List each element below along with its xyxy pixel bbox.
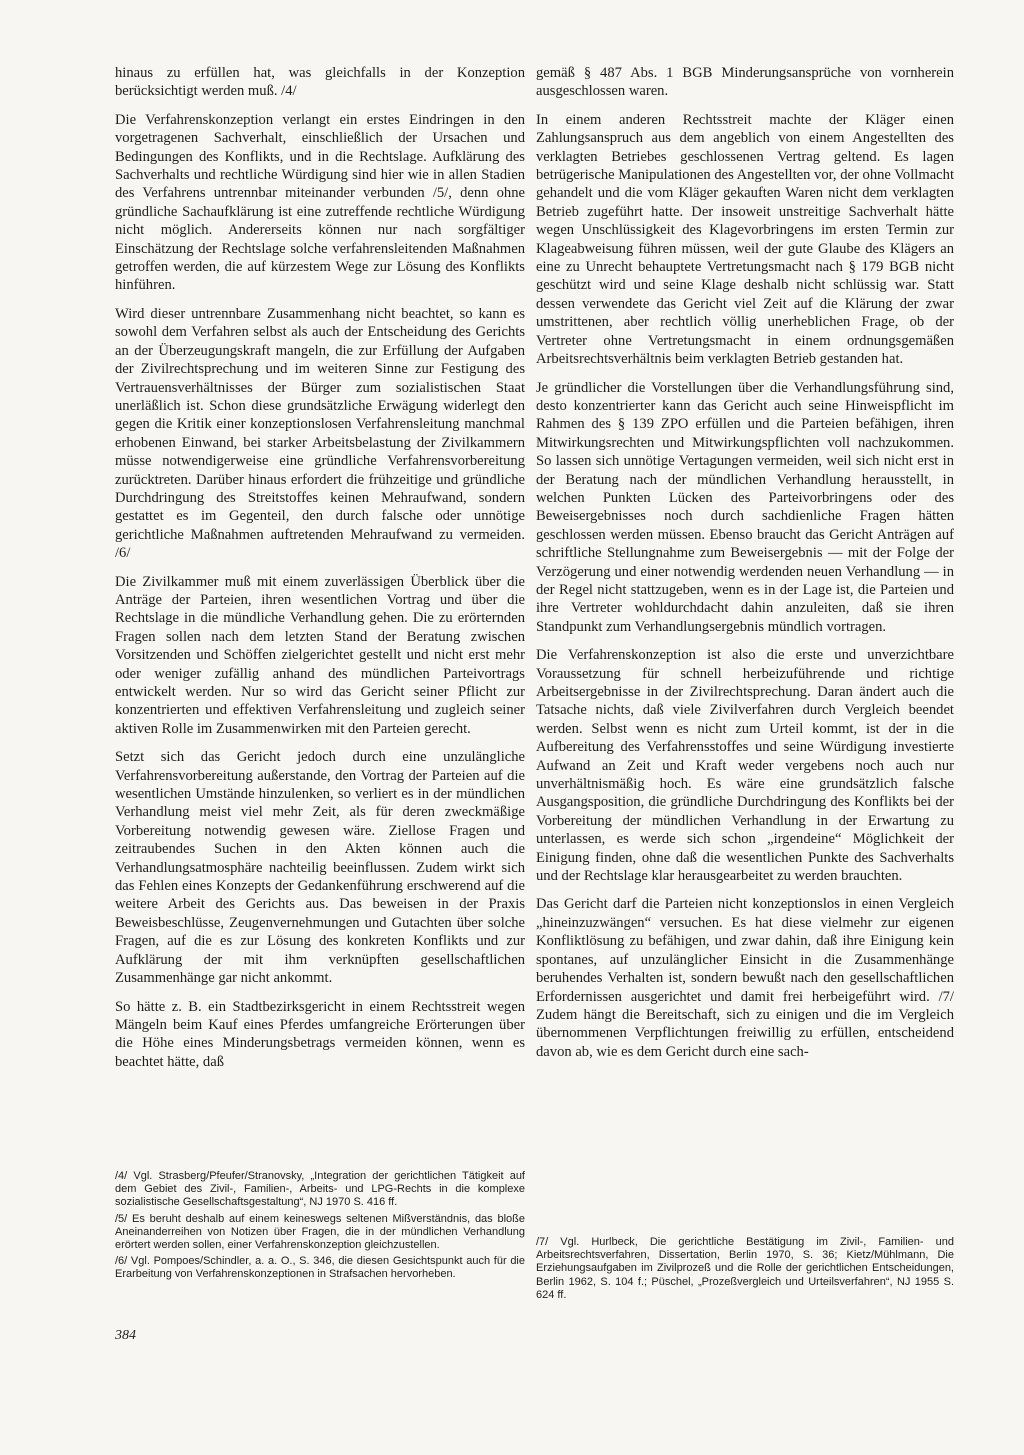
paragraph: Die Verfahrenskonzeption verlangt ein erstes Eindringen in den vorgetragenen Sachverhalt, einschließlich der Ursachen und Bedingungen des Konflikts, und in die Rechtslage. Aufklärung des Sachverhalts und rechtliche Würdigung sind hier wie in allen Stadien des Verfahrens untrennbar miteinander verbunden /5/, denn ohne gründliche Sachaufklärung ist eine zutreffende rechtliche Würdigung nicht möglich. Andererseits können nur nach sorgfältiger Einschätzung der Rechtslage solche verfahrensleitenden Maßnahmen getroffen werden, die auf kürzestem Wege zur Lösung des Konflikts hinführen. [115, 111, 525, 294]
right-column [536, 64, 954, 1071]
paragraph: In einem anderen Rechtsstreit machte der Kläger einen Zahlungsanspruch aus dem angeblich von einem Angestellten des verklagten Betriebes geschlossenen Vertrag geltend. Es lagen betrügerische Manipulationen des Angestellten vor, der ohne Vollmacht gehandelt und die vom Kläger gekauften Waren nicht dem verklagten Betrieb zugeführt hatte. Der insoweit unstreitige Sachverhalt hätte wegen Unschlüssigkeit des Klagevorbringens im ersten Termin zur Klageabweisung führen müssen, weil der gute Glaube des Klägers an eine zu Unrecht behauptete Vertretungsmacht nach § 179 BGB nicht geschützt wird und seine Klage deshalb nicht schlüssig war. Statt dessen verwendete das Gericht viel Zeit auf die Klärung der zwar umstrittenen, aber rechtlich völlig unerheblichen Frage, ob der Vertreter ohne Vertretungsmacht in einem ordnungsgemäßen Arbeitsrechtsverhältnis beim verklagten Betrieb gestanden hat. [536, 111, 954, 368]
footnote: /6/ Vgl. Pompoes/Schindler, a. a. O., S. 346, die diesen Gesichtspunkt auch für die Erarbeitung von Verfahrenskonzeptionen in Strafsachen hervorheben. [115, 1255, 525, 1281]
left-column [115, 64, 525, 1081]
paragraph: Die Verfahrenskonzeption ist also die erste und unverzichtbare Voraussetzung für schnell herbeizuführende und richtige Arbeitsergebnisse in der Zivilrechtsprechung. Daran ändert auch die Tatsache nichts, daß viele Zivilverfahren durch Vergleich beendet werden. Selbst wenn es nicht zum Urteil kommt, ist der in die Aufbereitung des Verfahrensstoffes und seine Würdigung investierte Aufwand an Zeit und Kraft weder vergebens noch auch nur unverhältnismäßig hoch. Es wäre eine grundsätzlich falsche Ausgangsposition, die gründliche Durchdringung des Konflikts bei der Vorbereitung der mündlichen Verhandlung in der Erwartung zu unterlassen, es werde sich schon „irgendeine“ Möglichkeit der Einigung finden, ohne daß die wesentlichen Punkte des Sachverhalts und der Rechtslage klar herausgearbeitet zu werden brauchten. [536, 647, 954, 885]
paragraph: hinaus zu erfüllen hat, was gleichfalls in der Konzeption berücksichtigt werden muß. /4/ [115, 65, 525, 100]
paragraph: gemäß § 487 Abs. 1 BGB Minderungsansprüche von vornherein ausgeschlossen waren. [536, 65, 954, 100]
paragraph: Setzt sich das Gericht jedoch durch eine unzulängliche Verfahrensvorbereitung außerstande, den Vortrag der Parteien auf die wesentlichen Umstände hinzulenken, so verliert es in der mündlichen Verhandlung meist viel mehr Zeit, als für deren zweckmäßige Vorbereitung notwendig gewesen wäre. Ziellose Fragen und zeitraubendes Suchen in den Akten können auch die Verhandlungsatmosphäre nachteilig beeinflussen. Zudem wirkt sich das Fehlen eines Konzepts der Gedankenführung erschwerend auf die weitere Arbeit des Gerichts aus. Das beweisen in der Praxis Beweisbeschlüsse, Zeugenvernehmungen und Gutachten über solche Fragen, auf die es zur Lösung des konkreten Konflikts und zur Aufklärung der mit ihm verknüpften gesellschaftlichen Zusammenhänge gar nicht ankommt. [115, 749, 525, 987]
paragraph: So hätte z. B. ein Stadtbezirksgericht in einem Rechtsstreit wegen Mängeln beim Kauf eines Pferdes umfangreiche Erörterungen über die Höhe eines Minderungsbetrags vermeiden können, wenn es beachtet hätte, daß [115, 998, 525, 1070]
footnote: /4/ Vgl. Strasberg/Pfeufer/Stranovsky, „Integration der gerichtlichen Tätigkeit auf dem Gebiet des Zivil-, Familien-, Arbeits- und LPG-Rechts in die komplexe sozialistische Gesellschaftsgestaltung“, NJ 1970 S. 416 ff. [115, 1170, 525, 1209]
footnote: /7/ Vgl. Hurlbeck, Die gerichtliche Bestätigung im Zivil-, Familien- und Arbeitsrechtsverfahren, Dissertation, Berlin 1970, S. 36; Kietz/Mühlmann, Die Erziehungsaufgaben im Zivilprozeß und die Rolle der gerichtlichen Entscheidungen, Berlin 1962, S. 104 f.; Püschel, „Prozeßvergleich und Urteilsverfahren“, NJ 1955 S. 624 ff. [536, 1236, 954, 1301]
page-number: 384 [115, 1328, 136, 1343]
footnotes-right [536, 1236, 954, 1305]
paragraph: Die Zivilkammer muß mit einem zuverlässigen Überblick über die Anträge der Parteien, ihren wesentlichen Vortrag und über die Rechtslage in die mündliche Verhandlung gehen. Die zu erörternden Fragen sollen nach dem letzten Stand der Beratung zwischen Vorsitzenden und Schöffen zielgerichtet gestellt und nicht erst mehr oder weniger zufällig anhand des mündlichen Parteivortrags entwickelt werden. Nur so wird das Gericht seiner Pflicht zur konzentrierten und effektiven Verfahrensleitung und zugleich seiner aktiven Rolle im Zusammenwirken mit den Parteien gerecht. [115, 573, 525, 737]
paragraph: Je gründlicher die Vorstellungen über die Verhandlungsführung sind, desto konzentrierter kann das Gericht auch seine Hinweispflicht im Rahmen des § 139 ZPO erfüllen und die Parteien befähigen, ihren Mitwirkungsrechten und Mitwirkungspflichten voll nachzukommen. So lassen sich unnötige Vertagungen vermeiden, weil sich nicht erst in der Beratung nach der mündlichen Verhandlung herausstellt, in welchen Punkten Lücken des Parteivorbringens oder des Beweisergebnisses noch durch sachdienliche Fragen hätten geschlossen werden müssen. Ebenso braucht das Gericht Anträgen auf schriftliche Stellungnahme zum Beweisergebnis — mit der Folge der Verzögerung und einer notwendig werdenden neuen Verhandlung — in der Regel nicht stattzugeben, wenn es in der Lage ist, die Parteien und ihre Vertreter wohldurchdacht dahin anzuleiten, daß sie ihren Standpunkt zum Verhandlungsergebnis mündlich vortragen. [536, 379, 954, 635]
paragraph: Wird dieser untrennbare Zusammenhang nicht beachtet, so kann es sowohl dem Verfahren selbst als auch der Entscheidung des Gerichts an der Überzeugungskraft mangeln, die zur Erfüllung der Aufgaben der Zivilrechtsprechung und im weiteren Sinne zur Festigung des Vertrauensverhältnisses der Bürger zum sozialistischen Staat unerläßlich ist. Schon diese grundsätzliche Erwägung widerlegt den gegen die Kritik einer konzeptionslosen Verfahrensleitung manchmal erhobenen Einwand, bei starker Arbeitsbelastung der Zivilkammern müsse notwendigerweise eine gründliche Verfahrensvorbereitung zurücktreten. Darüber hinaus erfordert die frühzeitige und gründliche Durchdringung des Streitstoffes keinen Mehraufwand, sondern gestattet es im Gegenteil, den durch falsche oder unnötige gerichtliche Maßnahmen auftretenden Mehraufwand zu vermeiden. /6/ [115, 305, 525, 562]
footnotes-left [115, 1170, 525, 1285]
paragraph: Das Gericht darf die Parteien nicht konzeptionslos in einen Vergleich „hineinzuzwängen“ versuchen. Es hat diese vielmehr zur eigenen Konfliktlösung zu befähigen, und zwar dahin, daß ihre Einigung kein spontanes, auf unzulänglicher Einsicht in die Zusammenhänge beruhendes Verhalten ist, sondern bewußt nach den gesellschaftlichen Erfordernissen ausgerichtet und damit frei herbeigeführt wird. /7/ Zudem hängt die Bereitschaft, sich zu einigen und die im Vergleich übernommenen Verpflichtungen freiwillig zu erfüllen, entscheidend davon ab, wie es dem Gericht durch eine sach- [536, 896, 954, 1060]
footnote: /5/ Es beruht deshalb auf einem keineswegs seltenen Mißverständnis, das bloße Aneinanderreihen von Notizen über Fragen, die in der mündlichen Verhandlung erörtert werden sollen, einer Verfahrenskonzeption gleichzustellen. [115, 1212, 525, 1252]
